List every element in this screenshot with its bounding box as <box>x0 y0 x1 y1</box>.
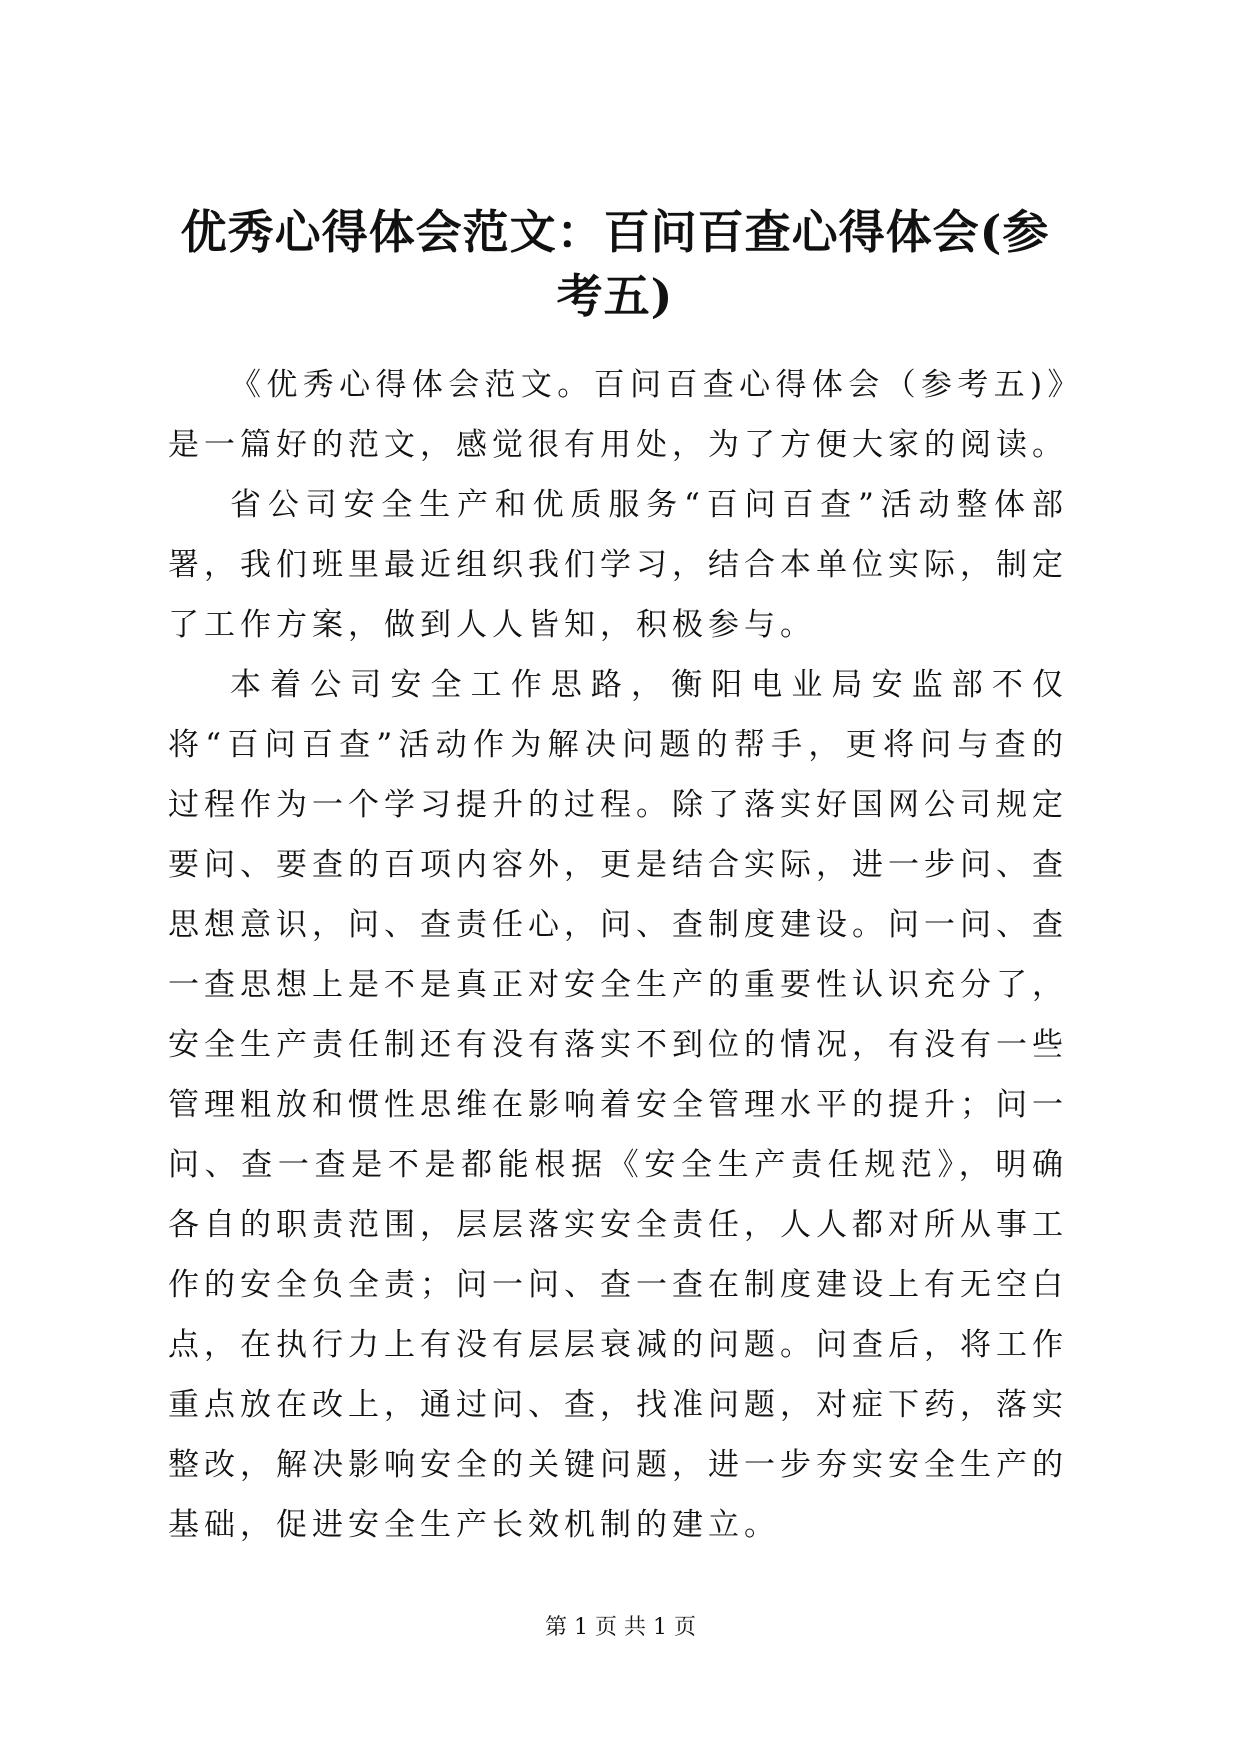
document-title: 优秀心得体会范文：百问百查心得体会(参考五) <box>180 205 1050 323</box>
paragraph-3: 本着公司安全工作思路，衡阳电业局安监部不仅将“百问百查”活动作为解决问题的帮手，更将问与查的过程作为一个学习提升的过程。除了落实好国网公司规定要问、要查的百项内容外，更是结合实际，进一步问、查思想意识，问、查责任心，问、查制度建设。问一问、查一查思想上是不是真正对安全生产的重要性认识充分了，安全生产责任制还有没有落实不到位的情况，有没有一些管理粗放和惯性思维在影响着安全管理水平的提升；问一问、查一查是不是都能根据《安全生产责任规范》，明确各自的职责范围，层层落实安全责任，人人都对所从事工作的安全负全责；问一问、查一查在制度建设上有无空白点，在执行力上有没有层层衰减的问题。问查后，将工作重点放在改上，通过问、查，找准问题，对症下药，落实整改，解决影响安全的关键问题，进一步夯实安全生产的基础，促进安全生产长效机制的建立。 <box>168 667 1068 1543</box>
page-number-label: 第 1 页 共 1 页 <box>545 1615 696 1640</box>
paragraph-1: 《优秀心得体会范文。百问百查心得体会（参考五)》是一篇好的范文，感觉很有用处，为了方便大家的阅读。 <box>168 367 1068 463</box>
document-body <box>168 355 1068 1555</box>
paragraph-2: 省公司安全生产和优质服务“百问百查”活动整体部署，我们班里最近组织我们学习，结合本单位实际，制定了工作方案，做到人人皆知，积极参与。 <box>168 487 1068 643</box>
page-footer <box>0 1610 1241 1641</box>
